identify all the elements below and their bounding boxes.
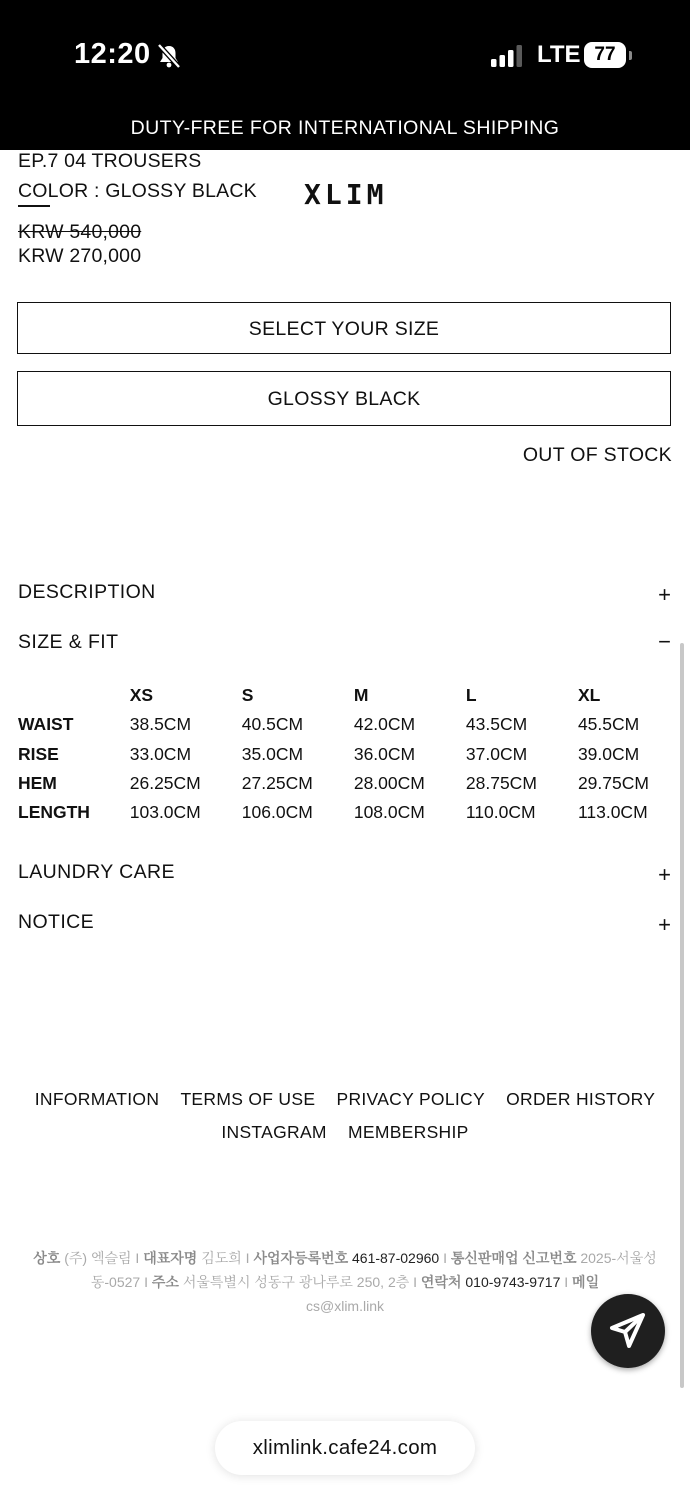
row-label: HEM <box>18 773 57 794</box>
table-cell: 35.0CM <box>241 743 304 764</box>
row-label: LENGTH <box>18 802 90 823</box>
table-cell: 38.5CM <box>129 714 192 735</box>
ceo-label: 대표자명 <box>143 1250 198 1266</box>
product-color: COLOR : GLOSSY BLACK <box>18 180 257 202</box>
select-size-button[interactable]: SELECT YOUR SIZE <box>17 302 671 354</box>
biz-number: 461-87-02960 <box>352 1250 440 1266</box>
size-header: L <box>465 685 477 706</box>
size-header-row <box>18 681 690 710</box>
table-cell: 42.0CM <box>353 714 416 735</box>
table-cell: 28.00CM <box>353 773 425 794</box>
separator: I <box>443 1250 447 1266</box>
size-header: XL <box>577 685 601 706</box>
footer-links-row <box>0 1122 690 1143</box>
table-row <box>18 740 690 769</box>
address: 서울특별시 성동구 광나루로 250, 2층 <box>182 1274 410 1290</box>
size-table <box>18 681 690 827</box>
scrollbar[interactable] <box>680 643 684 1388</box>
ecommerce-label: 통신판매업 신고번호 <box>450 1250 577 1266</box>
footer-links-row <box>0 1089 690 1110</box>
separator: I <box>564 1274 569 1290</box>
email-label: 메일 <box>572 1274 600 1290</box>
table-cell: 45.5CM <box>577 714 640 735</box>
minus-icon[interactable]: − <box>658 629 671 654</box>
plus-icon[interactable]: + <box>658 582 671 607</box>
product-name: EP.7 04 TROUSERS <box>18 150 202 172</box>
table-cell: 26.25CM <box>129 773 201 794</box>
company-name: (주) 엑슬림 <box>64 1250 132 1266</box>
email-address[interactable]: cs@xlim.link <box>306 1298 384 1314</box>
table-cell: 39.0CM <box>577 743 640 764</box>
brand-logo[interactable]: XLIM <box>304 178 388 211</box>
footer-link-terms[interactable]: TERMS OF USE <box>180 1089 316 1109</box>
accordion-notice[interactable]: NOTICE <box>18 911 95 933</box>
send-icon <box>608 1311 648 1351</box>
table-row <box>18 769 690 798</box>
footer-link-order-history[interactable]: ORDER HISTORY <box>506 1089 656 1109</box>
biz-number-label: 사업자등록번호 <box>253 1250 349 1266</box>
sale-price: KRW 270,000 <box>18 245 142 267</box>
plus-icon[interactable]: + <box>658 862 671 887</box>
table-cell: 108.0CM <box>353 802 425 823</box>
table-cell: 37.0CM <box>465 743 528 764</box>
table-cell: 29.75CM <box>577 773 649 794</box>
original-price: KRW 540,000 <box>18 221 142 243</box>
network-type: LTE <box>537 41 581 68</box>
table-cell: 28.75CM <box>465 773 537 794</box>
accordion-description[interactable]: DESCRIPTION <box>18 581 156 603</box>
separator: I <box>135 1250 140 1266</box>
bell-slash-icon <box>156 43 182 69</box>
shipping-banner: DUTY-FREE FOR INTERNATIONAL SHIPPING <box>0 112 690 150</box>
phone-number[interactable]: 010-9743-9717 <box>465 1274 561 1290</box>
separator: I <box>245 1250 250 1266</box>
footer-link-privacy[interactable]: PRIVACY POLICY <box>336 1089 485 1109</box>
color-option-button[interactable]: GLOSSY BLACK <box>17 371 671 426</box>
plus-icon[interactable]: + <box>658 912 671 937</box>
table-cell: 110.0CM <box>465 802 536 823</box>
table-cell: 40.5CM <box>241 714 304 735</box>
table-cell: 106.0CM <box>241 802 313 823</box>
phone-label: 연락처 <box>420 1274 462 1290</box>
row-label: RISE <box>18 743 59 764</box>
status-time: 12:20 <box>74 38 151 70</box>
size-header: M <box>353 685 369 706</box>
table-cell: 103.0CM <box>129 802 201 823</box>
table-cell: 43.5CM <box>465 714 528 735</box>
address-label: 주소 <box>151 1274 179 1290</box>
ceo-name: 김도희 <box>201 1250 242 1266</box>
send-button[interactable] <box>591 1294 665 1368</box>
company-info <box>14 1246 676 1318</box>
table-corner <box>18 681 130 710</box>
separator: I <box>413 1274 418 1290</box>
table-cell: 113.0CM <box>577 802 648 823</box>
footer-link-instagram[interactable]: INSTAGRAM <box>221 1122 327 1142</box>
company-name-label: 상호 <box>33 1250 61 1266</box>
table-cell: 27.25CM <box>241 773 313 794</box>
table-row <box>18 710 690 739</box>
footer-link-information[interactable]: INFORMATION <box>34 1089 160 1109</box>
size-header: XS <box>129 685 154 706</box>
battery-indicator: 77 <box>584 42 626 68</box>
signal-bars-icon <box>491 45 523 67</box>
browser-url-bar[interactable]: xlimlink.cafe24.com <box>215 1421 475 1475</box>
ecommerce-number: 2025-서울성동-0527 <box>90 1250 657 1290</box>
size-header: S <box>241 685 254 706</box>
table-cell: 33.0CM <box>129 743 192 764</box>
accordion-laundry-care[interactable]: LAUNDRY CARE <box>18 861 175 883</box>
table-row <box>18 798 690 827</box>
footer-link-membership[interactable]: MEMBERSHIP <box>347 1122 469 1142</box>
status-bar <box>0 0 690 112</box>
color-underline <box>18 205 50 207</box>
row-label: WAIST <box>18 714 74 735</box>
separator: I <box>144 1274 148 1290</box>
accordion-size-fit[interactable]: SIZE & FIT <box>18 631 119 653</box>
stock-status: OUT OF STOCK <box>522 444 672 466</box>
table-cell: 36.0CM <box>353 743 416 764</box>
